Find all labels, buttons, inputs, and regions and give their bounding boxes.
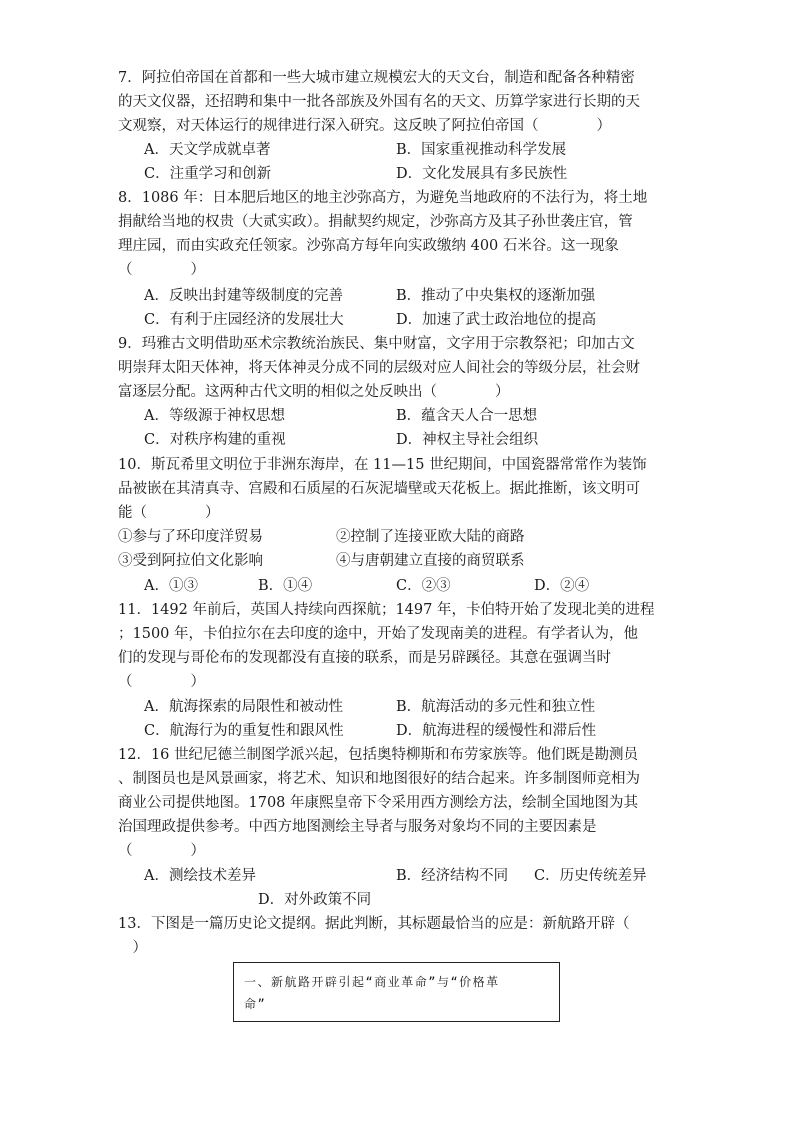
question-text-line: 文观察，对天体运行的规律进行深入研究。这反映了阿拉伯帝国（ ）	[118, 118, 611, 134]
outline-line: 一、新航路开辟引起“商业革命”与“价格革	[244, 975, 500, 989]
question-text-line: 9．玛雅古文明借助巫术宗教统治族民、集中财富，文字用于宗教祭祀；印加古文	[118, 336, 635, 352]
question-text-line: 13．下图是一篇历史论文提纲。据此判断，其标题最恰当的应是：新航路开辟（	[118, 916, 630, 932]
question-text-line: 理庄园，而由实政充任领家。沙弥高方每年向实政缴纳 400 石米谷。这一现象	[118, 238, 619, 254]
option-c: C．航海行为的重复性和跟风性	[144, 723, 344, 739]
answer-blank: （ ）	[118, 262, 205, 278]
question-text-line: ）	[118, 940, 147, 956]
question-text-line: 、制图员也是风景画家，将艺术、知识和地图很好的结合起来。许多制图师竞相为	[118, 771, 640, 787]
option-a: A．反映出封建等级制度的完善	[144, 288, 343, 304]
outline-text	[244, 971, 549, 1015]
question-text-line: 们的发现与哥伦布的发现都没有直接的联系，而是另辟蹊径。其意在强调当时	[118, 650, 611, 666]
question-text-line: 能（ ）	[118, 505, 220, 521]
option-a: A．等级源于神权思想	[144, 408, 285, 424]
option-c: C．注重学习和创新	[144, 166, 272, 182]
option-d: D．②④	[534, 578, 590, 594]
option-b: B．航海活动的多元性和独立性	[396, 699, 596, 715]
outline-line: 命”	[244, 997, 267, 1011]
question-text-line: 12．16 世纪尼德兰制图学派兴起，包括奥特柳斯和布劳家族等。他们既是勘测员	[118, 747, 639, 763]
option-a: A．天文学成就卓著	[144, 142, 271, 158]
question-text-line: 7．阿拉伯帝国在首都和一些大城市建立规模宏大的天文台，制造和配备各种精密	[118, 70, 635, 86]
option-a: A．航海探索的局限性和被动性	[144, 699, 343, 715]
option-b: B．蕴含天人合一思想	[396, 408, 538, 424]
option-d: D．加速了武士政治地位的提高	[396, 312, 597, 328]
statement-4: ④与唐朝建立直接的商贸联系	[336, 553, 525, 569]
question-text-line: 8．1086 年：日本肥后地区的地主沙弥高方，为避免当地政府的不法行为，将土地	[118, 190, 648, 206]
statement-2: ②控制了连接亚欧大陆的商路	[336, 529, 525, 545]
option-c: C．②③	[396, 578, 451, 594]
question-text-line: 明崇拜太阳天体神，将天体神灵分成不同的层级对应人间社会的等级分层，社会财	[118, 360, 640, 376]
option-d: D．神权主导社会组织	[396, 432, 539, 448]
option-c: C．历史传统差异	[534, 868, 647, 884]
option-d: D．文化发展具有多民族性	[396, 166, 568, 182]
option-d: D．航海进程的缓慢性和滞后性	[396, 723, 597, 739]
option-b: B．推动了中央集权的逐渐加强	[396, 288, 596, 304]
question-text-line: 治国理政提供参考。中西方地图测绘主导者与服务对象均不同的主要因素是	[118, 819, 597, 835]
option-d: D．对外政策不同	[258, 892, 372, 908]
statement-1: ①参与了环印度洋贸易	[118, 529, 263, 545]
outline-box	[233, 962, 560, 1022]
statement-3: ③受到阿拉伯文化影响	[118, 553, 263, 569]
option-c: C．有利于庄园经济的发展壮大	[144, 312, 344, 328]
question-text-line: 富逐层分配。这两种古代文明的相似之处反映出（ ）	[118, 384, 510, 400]
option-a: A．测绘技术差异	[144, 868, 256, 884]
answer-blank: （ ）	[118, 843, 205, 859]
question-text-line: ；1500 年，卡伯拉尔在去印度的途中，开始了发现南美的进程。有学者认为，他	[118, 626, 639, 642]
option-c: C．对秩序构建的重视	[144, 432, 286, 448]
question-text-line: 品被嵌在其清真寺、宫殿和石质屋的石灰泥墙壁或天花板上。据此推断，该文明可	[118, 481, 640, 497]
question-text-line: 商业公司提供地图。1708 年康熙皇帝下令采用西方测绘方法，绘制全国地图为其	[118, 795, 639, 811]
option-b: B．国家重视推动科学发展	[396, 142, 567, 158]
question-text-line: 11．1492 年前后，英国人持续向西探航；1497 年，卡伯特开始了发现北美的进程	[118, 602, 655, 618]
question-text-line: 10．斯瓦希里文明位于非洲东海岸，在 11—15 世纪期间，中国瓷器常常作为装饰	[118, 457, 647, 473]
answer-blank: （ ）	[118, 674, 205, 690]
question-text-line: 捐献给当地的权贵（大贰实政）。捐献契约规定，沙弥高方及其子孙世袭庄官，管	[118, 214, 633, 230]
question-text-line: 的天文仪器，还招聘和集中一批各部族及外国有名的天文、历算学家进行长期的天	[118, 94, 640, 110]
option-b: B．①④	[258, 578, 313, 594]
option-b: B．经济结构不同	[396, 868, 509, 884]
option-a: A．①③	[144, 578, 198, 594]
